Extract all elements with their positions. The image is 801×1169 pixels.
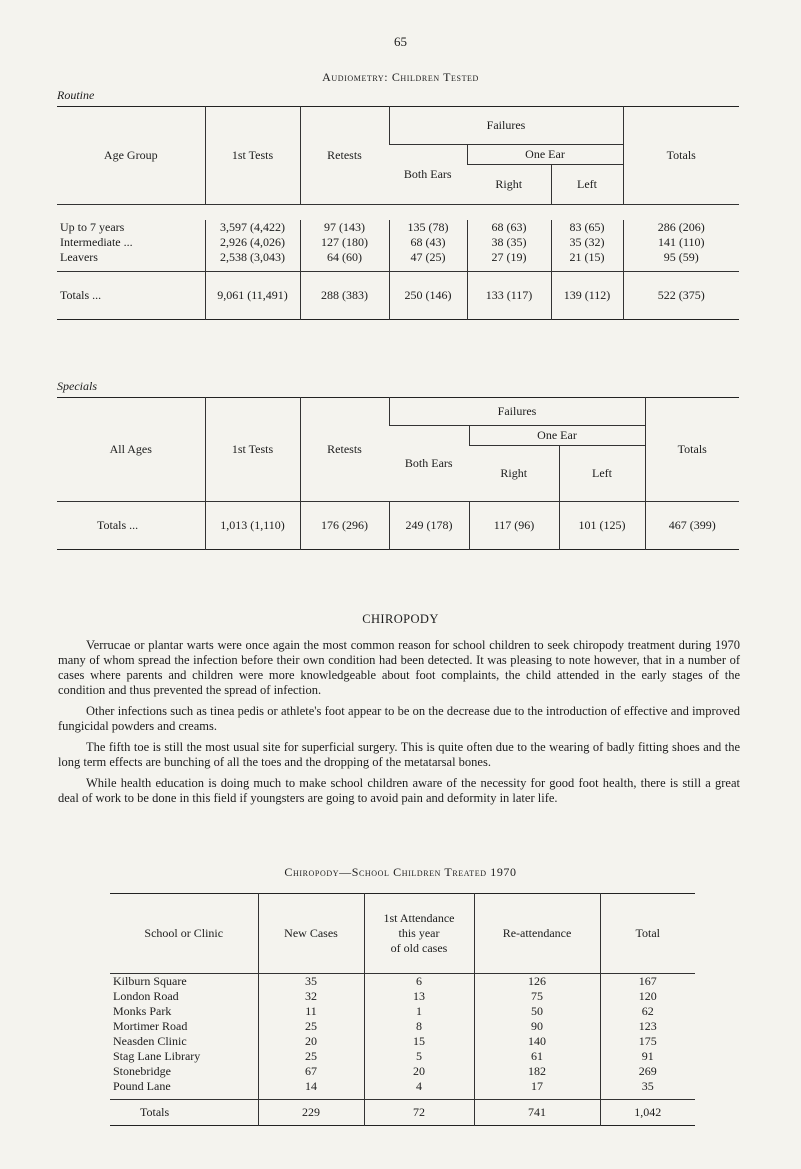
header-re-attendance: Re-attendance <box>474 894 600 974</box>
header-one-ear: One Ear <box>467 145 623 165</box>
table-row: Stag Lane Library 25 5 61 91 <box>110 1049 695 1064</box>
header-both-ears: Both Ears <box>389 145 467 205</box>
table-row: London Road 32 13 75 120 <box>110 989 695 1004</box>
table-row: Mortimer Road 25 8 90 123 <box>110 1019 695 1034</box>
header-age-group: Age Group <box>57 107 205 205</box>
header-right: Right <box>469 446 559 502</box>
totals-label: Totals ... <box>60 288 102 302</box>
paragraph: Verrucae or plantar warts were once again the most common reason for school children to seek chiropody treatment during 1970 many of whom spread the infection before their own condition had been detected. It was pleasing to note however, that in a number of cases where parents and children were more knowledgeable about foot complaints, the child attended in the early stages of the condition and thus prevented the spread of infection. <box>58 638 740 697</box>
totals-label: Totals ... <box>97 518 139 532</box>
paragraph: While health education is doing much to make school children aware of the necessity for good foot health, there is still a great deal of work to be done in this field if youngsters are going to avoid pain and deformity in later life. <box>58 776 740 805</box>
audiometry-title: Audiometry: Children Tested <box>322 70 479 84</box>
header-new-cases: New Cases <box>258 894 364 974</box>
header-left: Left <box>559 446 645 502</box>
row-label: Up to 7 years <box>60 219 125 234</box>
table-row: Leavers 2,538 (3,043) 64 (60) 47 (25) 27 (19) 21 (15) 95 (59) <box>57 250 739 272</box>
chiropody-table <box>110 893 695 1126</box>
header-totals: Totals <box>645 398 739 502</box>
page-number: 65 <box>394 34 407 49</box>
header-retests: Retests <box>300 398 389 502</box>
header-totals: Totals <box>623 107 739 205</box>
specials-table <box>57 397 739 550</box>
table-row: Pound Lane 14 4 17 35 <box>110 1079 695 1099</box>
header-first-attendance: 1st Attendance this year of old cases <box>364 894 474 974</box>
totals-row: Totals ... 9,061 (11,491) 288 (383) 250 (146) 133 (117) 139 (112) 522 (375) <box>57 272 739 320</box>
row-label: Leavers <box>60 249 98 264</box>
header-all-ages: All Ages <box>57 398 205 502</box>
header-total: Total <box>600 894 695 974</box>
table-row: Up to 7 years 3,597 (4,422) 97 (143) 135 (78) 68 (63) 83 (65) 286 (206) <box>57 220 739 235</box>
routine-label: Routine <box>57 88 95 102</box>
header-right: Right <box>467 165 551 205</box>
chiropody-table-title: Chiropody—School Children Treated 1970 <box>284 865 517 879</box>
routine-table <box>57 106 739 320</box>
header-first-tests: 1st Tests <box>205 398 300 502</box>
header-failures: Failures <box>389 107 623 145</box>
header-school: School or Clinic <box>110 894 258 974</box>
paragraph: The fifth toe is still the most usual site for superficial surgery. This is quite often due to the wearing of badly fitting shoes and the long term effects are bunching of all the toes and the dropping of the metatarsal bones. <box>58 740 740 769</box>
header-left: Left <box>551 165 623 205</box>
specials-label: Specials <box>57 379 97 393</box>
table-row: Monks Park 11 1 50 62 <box>110 1004 695 1019</box>
header-failures: Failures <box>389 398 645 426</box>
header-both-ears: Both Ears <box>389 426 469 502</box>
chiropody-text <box>58 638 740 812</box>
totals-row: Totals 229 72 741 1,042 <box>110 1099 695 1125</box>
table-row: Stonebridge 67 20 182 269 <box>110 1064 695 1079</box>
header-one-ear: One Ear <box>469 426 645 446</box>
table-row: Kilburn Square 35 6 126 167 <box>110 974 695 990</box>
header-retests: Retests <box>300 107 389 205</box>
table-row: Neasden Clinic 20 15 140 175 <box>110 1034 695 1049</box>
header-first-tests: 1st Tests <box>205 107 300 205</box>
totals-label: Totals <box>140 1104 170 1119</box>
totals-row: Totals ... 1,013 (1,110) 176 (296) 249 (178) 117 (96) 101 (125) 467 (399) <box>57 502 739 550</box>
table-row: Intermediate ... 2,926 (4,026) 127 (180) 68 (43) 38 (35) 35 (32) 141 (110) <box>57 235 739 250</box>
paragraph: Other infections such as tinea pedis or athlete's foot appear to be on the decrease due to the introduction of effective and improved fungicidal powders and creams. <box>58 704 740 733</box>
row-label: Intermediate ... <box>60 234 133 249</box>
chiropody-title: CHIROPODY <box>362 612 439 626</box>
